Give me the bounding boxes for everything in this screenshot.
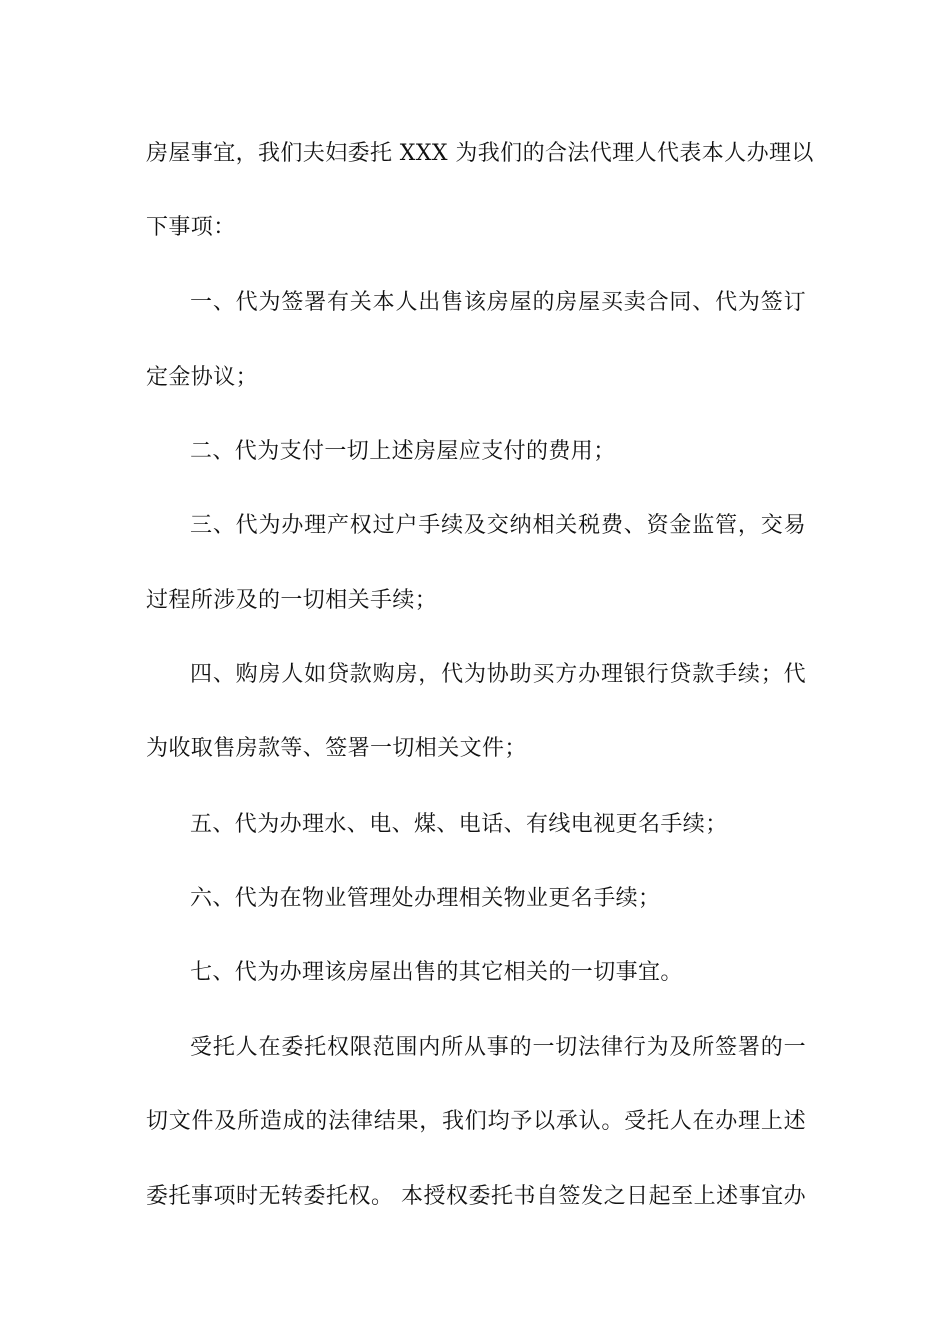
closing-paragraph-line: 委托事项时无转委托权。 本授权委托书自签发之日起至上述事宜办	[146, 1184, 806, 1209]
closing-paragraph-line: 切文件及所造成的法律结果，我们均予以承认。受托人在办理上述	[146, 1109, 806, 1134]
paragraph-line: 房屋事宜，我们夫妇委托 XXX 为我们的合法代理人代表本人办理以	[146, 141, 814, 166]
list-item-4-line: 为收取售房款等、签署一切相关文件；	[146, 736, 527, 761]
list-item-2: 二、代为支付一切上述房屋应支付的费用；	[190, 439, 616, 464]
paragraph-line: 下事项：	[146, 215, 236, 240]
list-item-1-line: 一、代为签署有关本人出售该房屋的房屋买卖合同、代为签订	[190, 290, 806, 315]
list-item-3-line: 三、代为办理产权过户手续及交纳相关税费、资金监管，交易	[190, 513, 806, 538]
closing-paragraph-line: 受托人在委托权限范围内所从事的一切法律行为及所签署的一	[190, 1035, 806, 1060]
list-item-1-line: 定金协议；	[146, 365, 259, 390]
list-item-7: 七、代为办理该房屋出售的其它相关的一切事宜。	[190, 960, 683, 985]
list-item-4-line: 四、购房人如贷款购房，代为协助买方办理银行贷款手续；代	[190, 662, 806, 687]
list-item-5: 五、代为办理水、电、煤、电话、有线电视更名手续；	[190, 812, 728, 837]
list-item-6: 六、代为在物业管理处办理相关物业更名手续；	[190, 886, 661, 911]
list-item-3-line: 过程所涉及的一切相关手续；	[146, 588, 438, 613]
